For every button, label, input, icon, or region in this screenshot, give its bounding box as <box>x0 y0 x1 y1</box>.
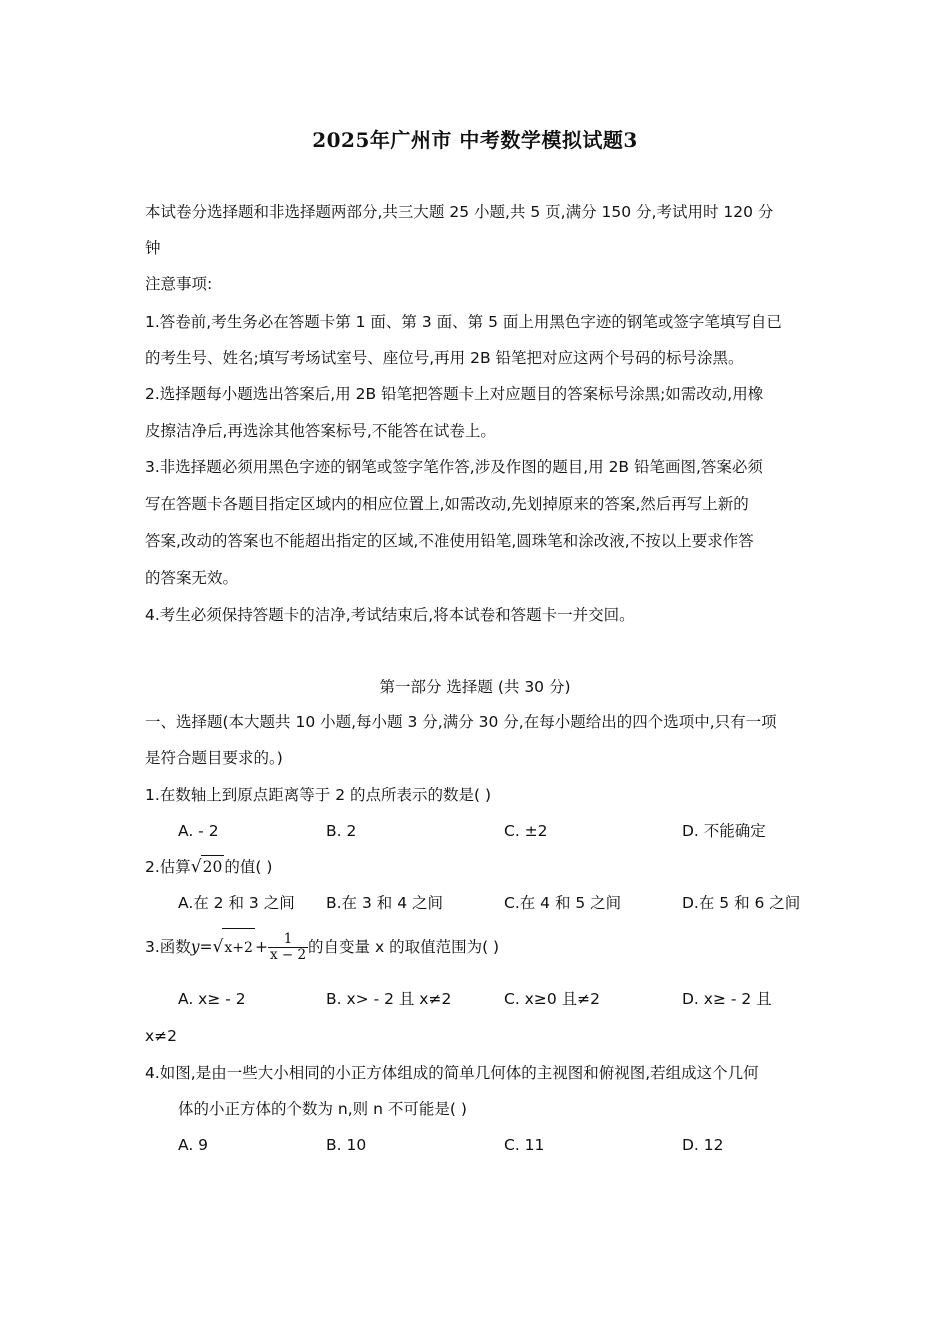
question-2-option-a: A.在 2 和 3 之间 <box>178 894 295 912</box>
question-4-option-c: C. 11 <box>504 1136 545 1154</box>
question-1-option-d: D. 不能确定 <box>682 822 766 840</box>
note-2-line-2: 皮擦洁净后,再选涂其他答案标号,不能答在试卷上。 <box>145 422 496 440</box>
fraction-1-over-x-minus-2 <box>268 932 308 963</box>
question-3-option-c: C. x≥0 且≠2 <box>504 990 600 1008</box>
question-1-stem: 1.在数轴上到原点距离等于 2 的点所表示的数是( ) <box>145 786 492 804</box>
sqrt-20-radicand: 20 <box>201 855 225 878</box>
question-2-option-b: B.在 3 和 4 之间 <box>326 894 443 912</box>
section-1-line-2: 是符合题目要求的。) <box>145 749 283 767</box>
fraction-denominator: x − 2 <box>269 947 307 963</box>
sqrt-x-plus-2-radicand: x+2 <box>222 928 255 967</box>
note-3-line-3: 答案,改动的答案也不能超出指定的区域,不准使用铅笔,圆珠笔和涂改液,不按以上要求作答 <box>145 532 754 550</box>
question-2-prefix: 2.估算 <box>145 858 191 876</box>
part-1-heading: 第一部分 选择题 (共 30 分) <box>379 678 571 696</box>
page-title: 2025年广州市 中考数学模拟试题3 <box>312 128 638 152</box>
question-2-option-c: C.在 4 和 5 之间 <box>504 894 622 912</box>
note-3-line-2: 写在答题卡各题目指定区域内的相应位置上,如需改动,先划掉原来的答案,然后再写上新的 <box>145 495 749 513</box>
question-2-stem <box>145 855 272 878</box>
question-2-option-d: D.在 5 和 6 之间 <box>682 894 801 912</box>
question-1-option-a: A. - 2 <box>178 822 219 840</box>
fraction-numerator: 1 <box>283 931 293 947</box>
question-4-option-d: D. 12 <box>682 1136 724 1154</box>
note-3-line-1: 3.非选择题必须用黑色字迹的钢笔或签字笔作答,涉及作图的题目,用 2B 铅笔画图,答案必须 <box>145 458 763 476</box>
question-3-option-d: D. x≥ - 2 且 <box>682 990 772 1008</box>
notes-heading: 注意事项: <box>145 275 213 293</box>
question-2-suffix: 的值( ) <box>224 858 273 876</box>
note-4: 4.考生必须保持答题卡的洁净,考试结束后,将本试卷和答题卡一并交回。 <box>145 606 635 624</box>
question-3-option-b: B. x> - 2 且 x≠2 <box>326 990 452 1008</box>
question-4-stem-line-1: 4.如图,是由一些大小相同的小正方体组成的简单几何体的主视图和俯视图,若组成这个几何 <box>145 1064 759 1082</box>
function-y-equals: y= <box>190 938 213 956</box>
intro-line-1: 本试卷分选择题和非选择题两部分,共三大题 25 小题,共 5 页,满分 150 分,考试用时 120 分 <box>145 203 774 221</box>
plus-sign: + <box>254 938 268 956</box>
question-3-option-d-continued: x≠2 <box>145 1027 178 1045</box>
question-3-option-a: A. x≥ - 2 <box>178 990 246 1008</box>
note-1-line-2: 的考生号、姓名;填写考场试室号、座位号,再用 2B 铅笔把对应这两个号码的标号涂黑。 <box>145 349 744 367</box>
sqrt-x-plus-2-expression: √x+2 <box>213 928 255 967</box>
question-3-prefix: 3.函数 <box>145 938 191 956</box>
section-1-line-1: 一、选择题(本大题共 10 小题,每小题 3 分,满分 30 分,在每小题给出的四个选项中,只有一项 <box>145 713 777 731</box>
intro-line-2: 钟 <box>145 239 161 257</box>
question-4-stem-line-2: 体的小正方体的个数为 n,则 n 不可能是( ) <box>178 1100 467 1118</box>
question-3-stem <box>145 928 499 967</box>
note-2-line-1: 2.选择题每小题选出答案后,用 2B 铅笔把答题卡上对应题目的答案标号涂黑;如需改动,用橡 <box>145 385 764 403</box>
question-4-option-b: B. 10 <box>326 1136 367 1154</box>
question-1-option-c: C. ±2 <box>504 822 548 840</box>
note-3-line-4: 的答案无效。 <box>145 569 239 587</box>
note-1-line-1: 1.答卷前,考生务必在答题卡第 1 面、第 3 面、第 5 面上用黑色字迹的钢笔或签字笔填写自已 <box>145 313 782 331</box>
question-1-option-b: B. 2 <box>326 822 357 840</box>
question-4-option-a: A. 9 <box>178 1136 209 1154</box>
sqrt-20-expression: √20 <box>190 857 223 877</box>
question-3-suffix: 的自变量 x 的取值范围为( ) <box>308 938 500 956</box>
